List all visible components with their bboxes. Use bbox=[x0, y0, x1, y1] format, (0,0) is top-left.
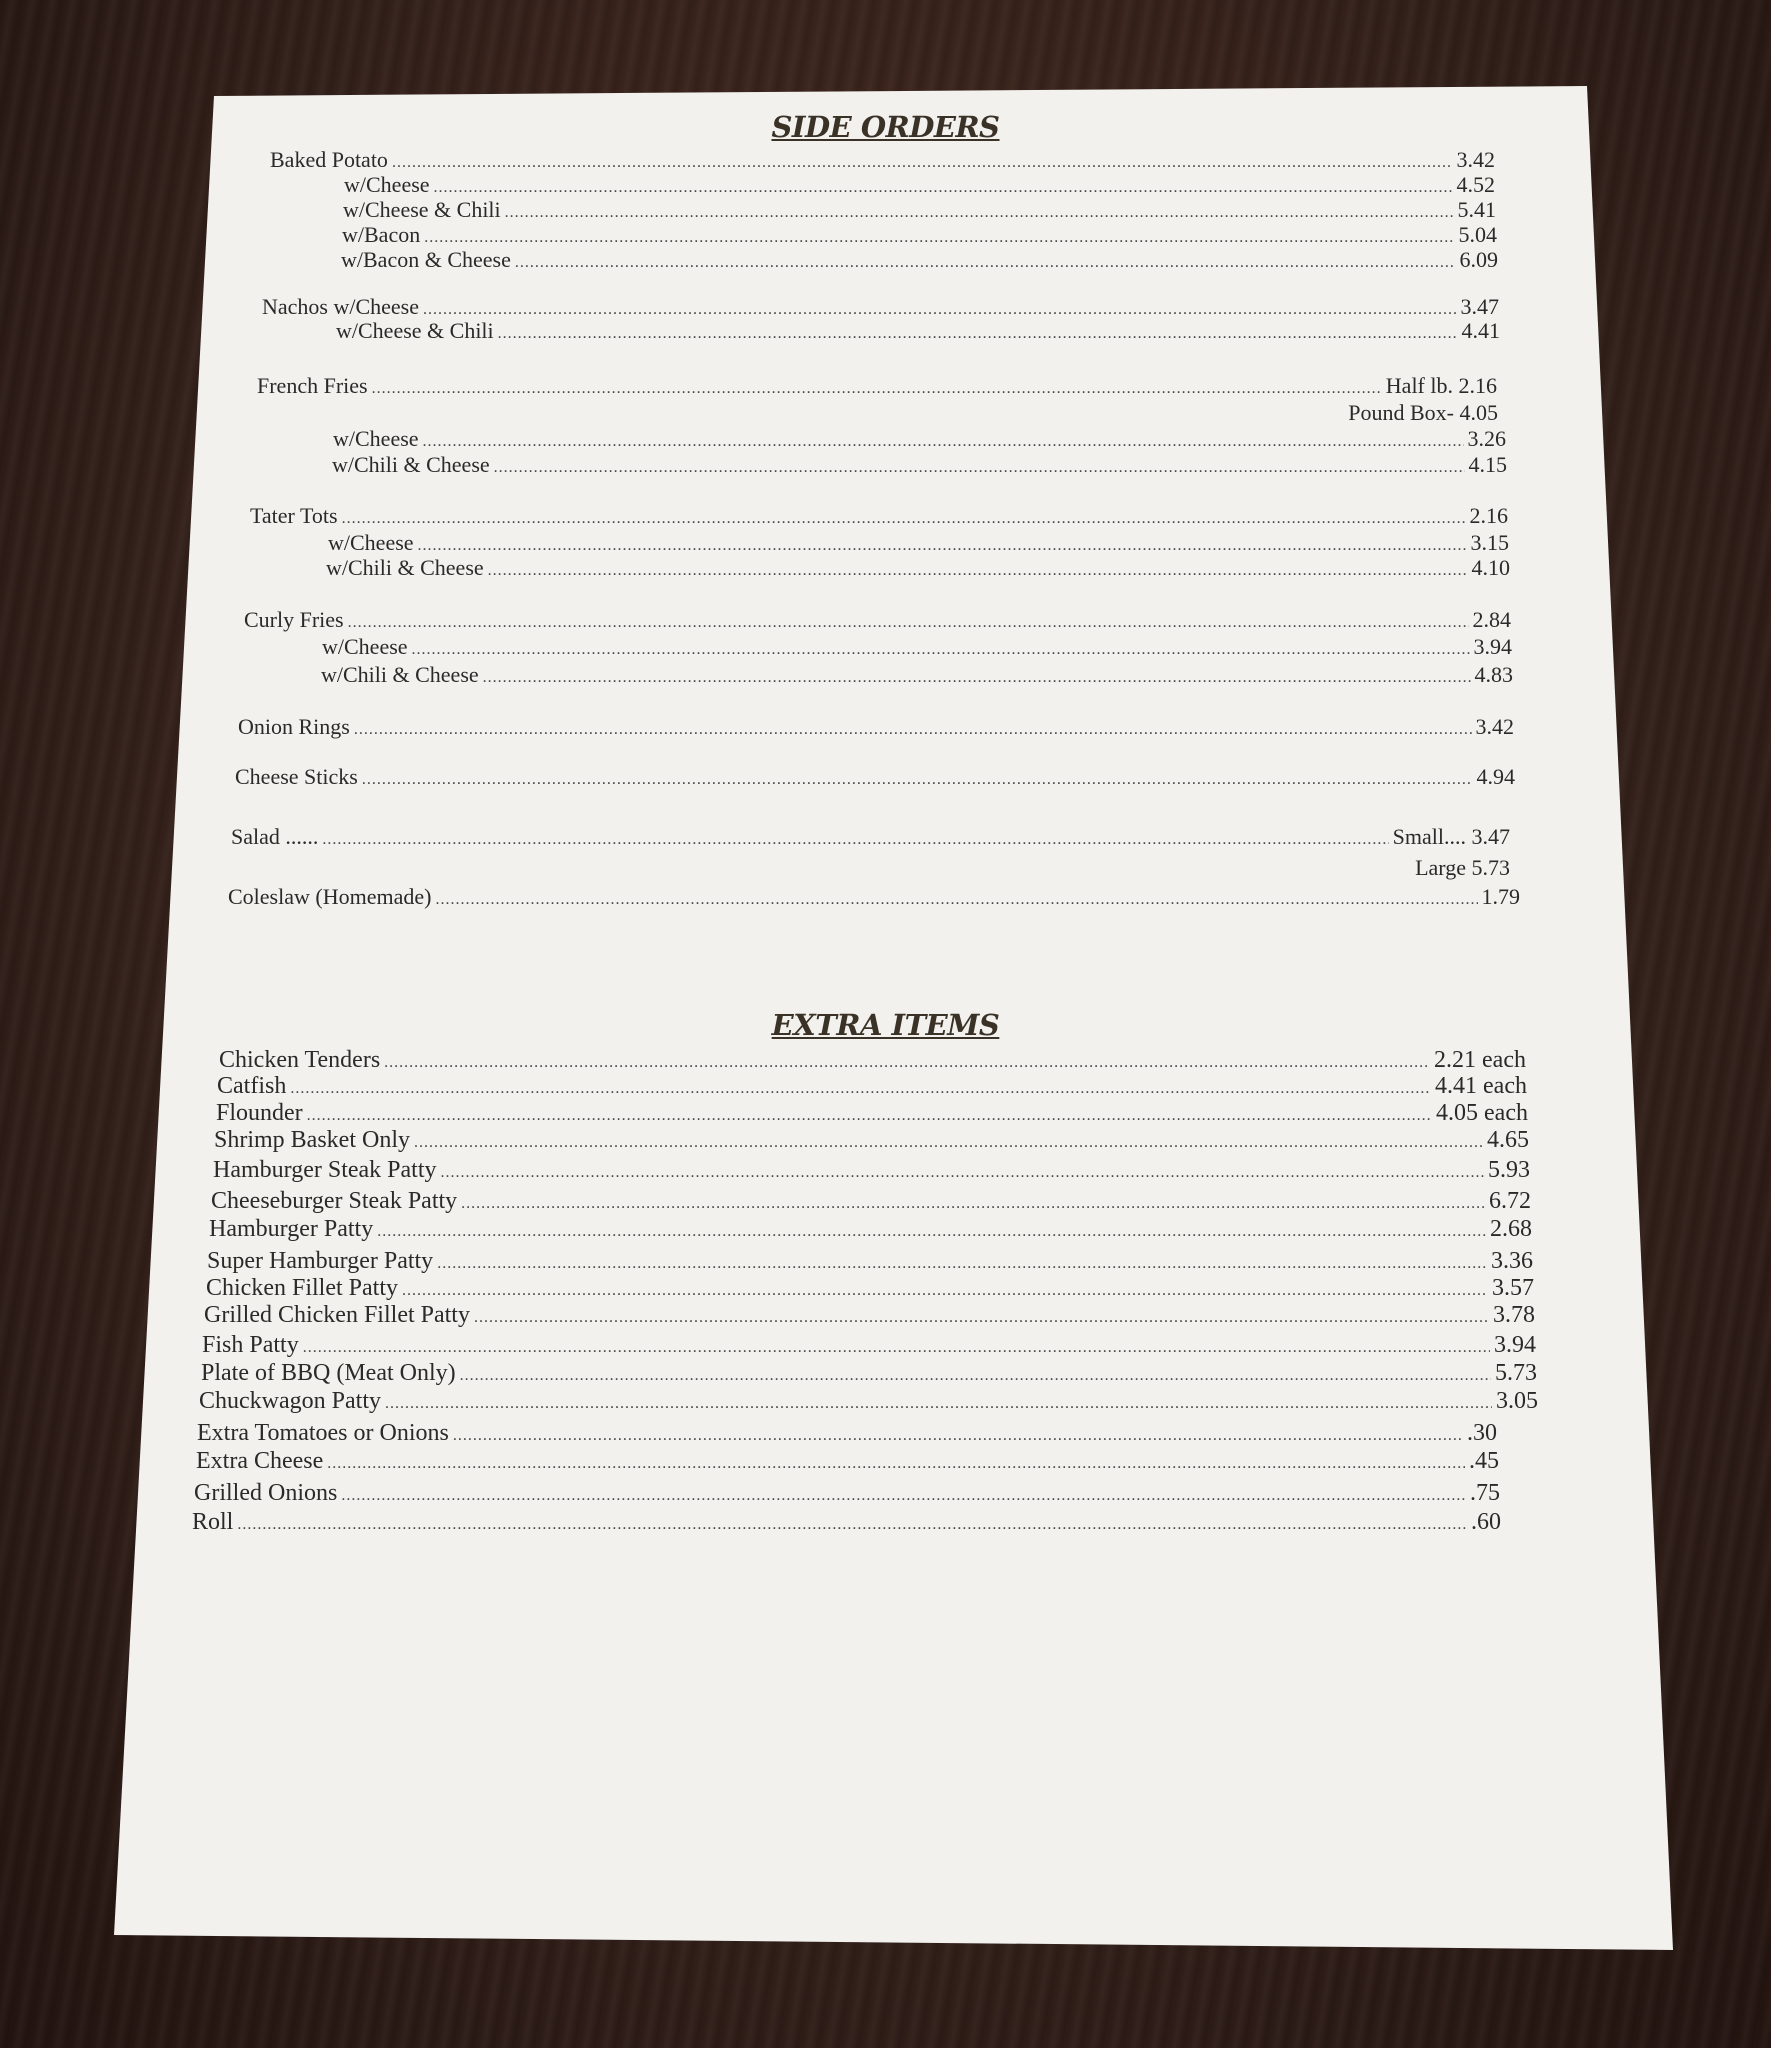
item-name: Grilled Onions bbox=[194, 1480, 338, 1506]
menu-row bbox=[341, 247, 1498, 273]
menu-row bbox=[194, 1480, 1500, 1507]
item-name: Chicken Fillet Patty bbox=[206, 1275, 398, 1301]
menu-row bbox=[333, 426, 1506, 452]
item-price: 3.26 bbox=[1467, 426, 1506, 451]
item-price: 4.83 bbox=[1474, 662, 1513, 687]
dot-leader bbox=[461, 1195, 1485, 1213]
item-name: Chuckwagon Patty bbox=[199, 1388, 381, 1414]
menu-row bbox=[344, 172, 1495, 198]
menu-row bbox=[197, 1420, 1497, 1447]
item-price: Large 5.73 bbox=[1415, 855, 1510, 880]
dot-leader bbox=[303, 1339, 1490, 1357]
menu-row bbox=[235, 764, 1515, 790]
item-price: 3.42 bbox=[1456, 147, 1495, 172]
item-price: 3.94 bbox=[1494, 1332, 1536, 1358]
dot-leader bbox=[354, 721, 1472, 739]
dot-leader bbox=[392, 154, 1453, 172]
menu-row bbox=[244, 607, 1511, 633]
menu-row bbox=[206, 1275, 1534, 1302]
item-price: 4.94 bbox=[1476, 764, 1515, 789]
menu-row bbox=[342, 222, 1497, 248]
item-name: Grilled Chicken Fillet Patty bbox=[204, 1302, 470, 1328]
item-price: 2.68 bbox=[1490, 1216, 1532, 1242]
item-price: 5.04 bbox=[1458, 222, 1497, 247]
menu-row bbox=[216, 1100, 1528, 1127]
item-price: .30 bbox=[1467, 1420, 1497, 1446]
item-price: 3.05 bbox=[1496, 1388, 1538, 1414]
item-price: 3.94 bbox=[1473, 634, 1512, 659]
menu-row bbox=[219, 1047, 1526, 1074]
item-price: 4.10 bbox=[1471, 555, 1510, 580]
menu-row bbox=[257, 373, 1497, 399]
menu-row bbox=[192, 1509, 1501, 1536]
item-price: 2.84 bbox=[1472, 607, 1511, 632]
item-name: Fish Patty bbox=[202, 1332, 299, 1358]
item-name: w/Cheese bbox=[344, 172, 430, 197]
item-name: Extra Tomatoes or Onions bbox=[197, 1420, 449, 1446]
item-price: 5.93 bbox=[1488, 1157, 1530, 1183]
item-price: 4.41 each bbox=[1435, 1073, 1527, 1099]
item-price: Pound Box- 4.05 bbox=[1348, 400, 1498, 425]
item-name: w/Chili & Cheese bbox=[332, 452, 490, 477]
dot-leader bbox=[362, 771, 1473, 789]
dot-leader bbox=[505, 204, 1454, 222]
item-price: .75 bbox=[1470, 1480, 1500, 1506]
dot-leader bbox=[372, 380, 1382, 398]
item-name: Extra Cheese bbox=[196, 1448, 324, 1474]
section-title-side-orders: SIDE ORDERS bbox=[771, 110, 1000, 144]
menu-row bbox=[262, 294, 1499, 320]
item-name: Salad ...... bbox=[231, 824, 319, 849]
menu-row bbox=[228, 884, 1520, 910]
dot-leader bbox=[437, 1255, 1487, 1273]
dot-leader bbox=[474, 1309, 1489, 1327]
item-price: Half lb. 2.16 bbox=[1385, 373, 1497, 398]
menu-row bbox=[332, 452, 1507, 478]
item-price: 5.73 bbox=[1495, 1360, 1537, 1386]
dot-leader bbox=[423, 433, 1464, 451]
item-price: 3.78 bbox=[1493, 1302, 1535, 1328]
menu-row bbox=[231, 824, 1510, 850]
dot-leader bbox=[414, 1134, 1483, 1152]
menu-row bbox=[213, 1157, 1530, 1184]
dot-leader bbox=[327, 1455, 1465, 1473]
menu-row bbox=[214, 1127, 1529, 1154]
item-name: w/Chili & Cheese bbox=[321, 662, 479, 687]
dot-leader bbox=[494, 459, 1465, 477]
menu-row bbox=[209, 1216, 1532, 1243]
dot-leader bbox=[441, 1164, 1484, 1182]
menu-row bbox=[321, 662, 1513, 688]
item-price: 3.57 bbox=[1492, 1275, 1534, 1301]
dot-leader bbox=[460, 1367, 1491, 1385]
item-name: Nachos w/Cheese bbox=[262, 294, 420, 319]
item-price: 4.41 bbox=[1461, 318, 1500, 343]
item-name: Hamburger Steak Patty bbox=[213, 1157, 437, 1183]
item-name: Tater Tots bbox=[250, 503, 338, 528]
item-price: Small.... 3.47 bbox=[1392, 824, 1510, 849]
dot-leader bbox=[434, 179, 1453, 197]
dot-leader bbox=[237, 1516, 1467, 1534]
item-name: Coleslaw (Homemade) bbox=[228, 884, 432, 909]
menu-row bbox=[207, 1248, 1533, 1275]
item-name: w/Bacon & Cheese bbox=[341, 247, 511, 272]
dot-leader bbox=[488, 562, 1468, 580]
item-name: Roll bbox=[192, 1509, 234, 1535]
item-price: 5.41 bbox=[1457, 197, 1496, 222]
dot-leader bbox=[322, 831, 1388, 849]
dot-leader bbox=[418, 537, 1467, 555]
item-name: Flounder bbox=[216, 1100, 303, 1126]
section-title-extra-items: EXTRA ITEMS bbox=[771, 1008, 1000, 1042]
item-name: Onion Rings bbox=[238, 714, 350, 739]
dot-leader bbox=[402, 1282, 1488, 1300]
dot-leader bbox=[498, 325, 1458, 343]
item-name: Plate of BBQ (Meat Only) bbox=[201, 1360, 456, 1386]
item-name: w/Cheese & Chili bbox=[343, 197, 501, 222]
menu-row bbox=[204, 1302, 1535, 1329]
dot-leader bbox=[341, 1487, 1466, 1505]
item-name: Cheese Sticks bbox=[235, 764, 358, 789]
item-name: Chicken Tenders bbox=[219, 1047, 381, 1073]
item-price: 4.05 each bbox=[1436, 1100, 1528, 1126]
item-price: 3.15 bbox=[1470, 530, 1509, 555]
menu-row bbox=[1200, 400, 1498, 426]
item-name: Super Hamburger Patty bbox=[207, 1248, 434, 1274]
item-name: French Fries bbox=[257, 373, 368, 398]
item-price: 4.15 bbox=[1468, 452, 1507, 477]
item-price: 6.72 bbox=[1489, 1188, 1531, 1214]
dot-leader bbox=[423, 301, 1456, 319]
dot-leader bbox=[424, 229, 1454, 247]
menu-row bbox=[336, 318, 1500, 344]
dot-leader bbox=[307, 1107, 1432, 1125]
item-name: w/Cheese bbox=[333, 426, 419, 451]
menu-row bbox=[202, 1332, 1536, 1359]
item-name: w/Cheese bbox=[328, 530, 414, 555]
item-name: Shrimp Basket Only bbox=[214, 1127, 410, 1153]
dot-leader bbox=[342, 510, 1466, 528]
menu-row bbox=[326, 555, 1510, 581]
item-price: .45 bbox=[1469, 1448, 1499, 1474]
item-name: w/Cheese bbox=[322, 634, 408, 659]
item-price: 3.47 bbox=[1460, 294, 1499, 319]
dot-leader bbox=[377, 1223, 1486, 1241]
menu-row bbox=[199, 1388, 1538, 1415]
item-name: w/Cheese & Chili bbox=[336, 318, 494, 343]
dot-leader bbox=[515, 254, 1456, 272]
item-name: Curly Fries bbox=[244, 607, 344, 632]
menu-row bbox=[196, 1448, 1499, 1475]
menu-row bbox=[343, 197, 1496, 223]
item-name: Baked Potato bbox=[270, 147, 388, 172]
item-name: Hamburger Patty bbox=[209, 1216, 374, 1242]
menu-row bbox=[250, 503, 1508, 529]
item-price: .60 bbox=[1471, 1509, 1501, 1535]
menu-row bbox=[211, 1188, 1531, 1215]
dot-leader bbox=[483, 669, 1471, 687]
item-name: w/Chili & Cheese bbox=[326, 555, 484, 580]
item-price: 2.21 each bbox=[1434, 1047, 1526, 1073]
item-price: 2.16 bbox=[1469, 503, 1508, 528]
menu-row bbox=[1300, 855, 1510, 881]
item-name: Cheeseburger Steak Patty bbox=[211, 1188, 458, 1214]
menu-row bbox=[217, 1073, 1527, 1100]
menu-row bbox=[328, 530, 1509, 556]
menu-row bbox=[201, 1360, 1537, 1387]
item-price: 3.42 bbox=[1475, 714, 1514, 739]
dot-leader bbox=[453, 1427, 1463, 1445]
menu-row bbox=[270, 147, 1495, 173]
item-name: w/Bacon bbox=[342, 222, 421, 247]
item-name: Catfish bbox=[217, 1073, 287, 1099]
item-price: 1.79 bbox=[1481, 884, 1520, 909]
item-price: 6.09 bbox=[1459, 247, 1498, 272]
dot-leader bbox=[348, 614, 1469, 632]
item-price: 4.52 bbox=[1456, 172, 1495, 197]
dot-leader bbox=[290, 1080, 1431, 1098]
item-price: 3.36 bbox=[1491, 1248, 1533, 1274]
dot-leader bbox=[412, 641, 1470, 659]
dot-leader bbox=[385, 1395, 1492, 1413]
dot-leader bbox=[435, 891, 1477, 909]
item-price: 4.65 bbox=[1487, 1127, 1529, 1153]
dot-leader bbox=[384, 1054, 1430, 1072]
menu-row bbox=[322, 634, 1512, 660]
menu-row bbox=[238, 714, 1514, 740]
